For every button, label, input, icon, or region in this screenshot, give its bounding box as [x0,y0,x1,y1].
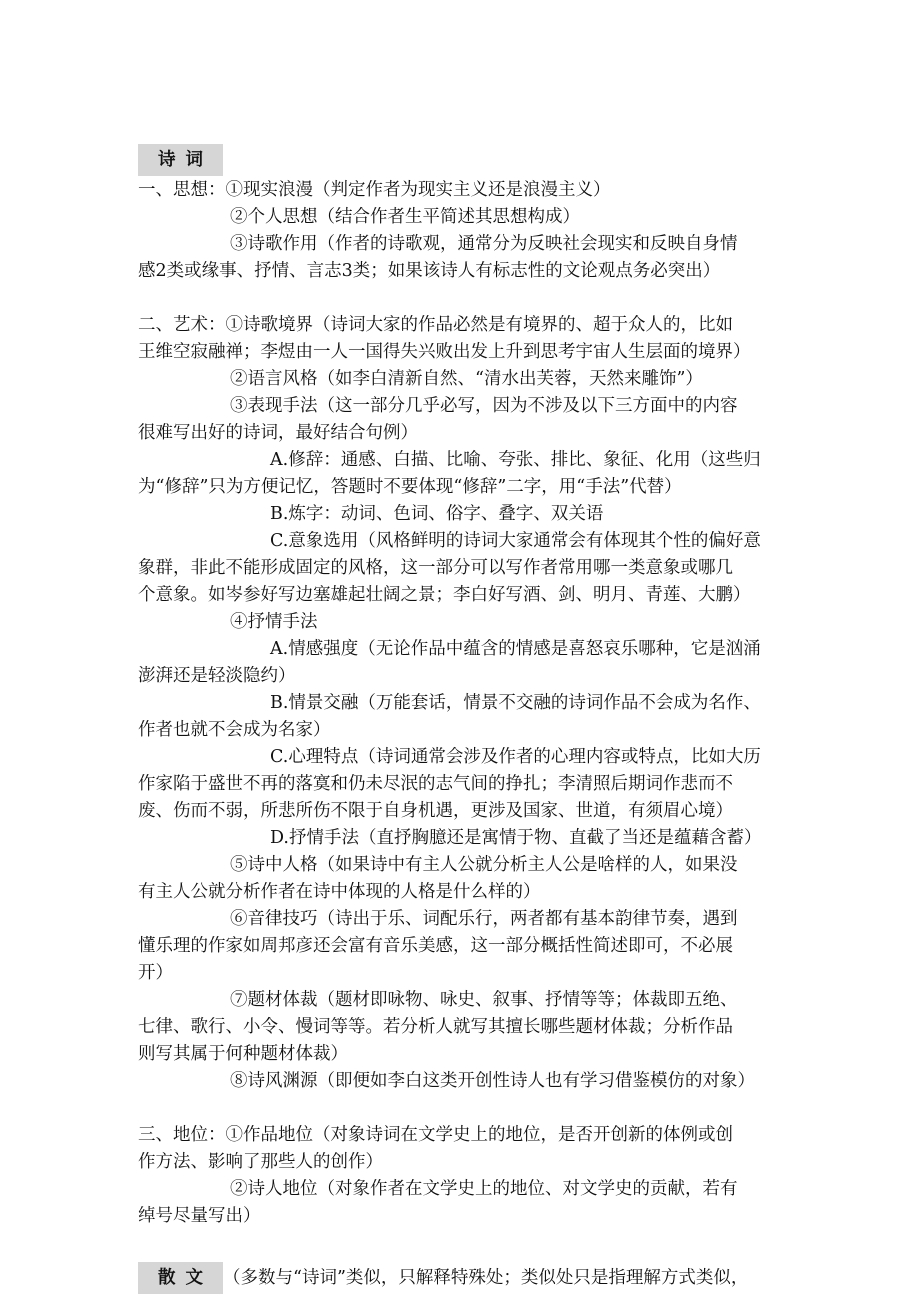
text-line: 有主人公就分析作者在诗中体现的人格是什么样的） [138,882,541,902]
text-line: B.情景交融（万能套话，情景不交融的诗词作品不会成为名作、 [270,693,761,713]
text-line: ⑧诗风渊源（即便如李白这类开创性诗人也有学习借鉴模仿的对象） [230,1071,755,1091]
prose-intro-text: （多数与“诗词”类似，只解释特殊处；类似处只是指理解方式类似， [223,1268,749,1288]
paragraph-gap [138,1230,788,1261]
prose-section-badge: 散文 [138,1262,223,1294]
text-line: ②个人思想（结合作者生平简述其思想构成） [230,207,580,227]
text-line: 作者也就不会成为名家） [138,720,331,740]
text-line: 为“修辞”只为方便记忆，答题时不要体现“修辞”二字，用“手法”代替） [138,477,682,497]
text-line: ⑥音律技巧（诗出于乐、词配乐行，两者都有基本韵律节奏，遇到 [230,909,738,929]
prose-heading-row [138,1261,788,1295]
text-line: 作家陷于盛世不再的落寞和仍未尽泯的志气间的挣扎；李清照后期词作悲而不 [138,774,733,794]
section-art [138,312,788,1095]
text-line: 三、地位：①作品地位（对象诗词在文学史上的地位，是否开创新的体例或创 [138,1125,733,1145]
poetry-heading-row [138,143,788,177]
text-line: 作方法、影响了那些人的创作） [138,1152,383,1172]
text-line: D.抒情手法（直抒胸臆还是寓情于物、直截了当还是蕴藉含蓄） [270,828,762,848]
section-status [138,1122,788,1230]
text-line: B.炼字：动词、色词、俗字、叠字、双关语 [270,504,604,524]
text-line: 澎湃还是轻淡隐约） [138,666,296,686]
poetry-section-badge: 诗词 [138,144,223,176]
text-line: ②语言风格（如李白清新自然、“清水出芙蓉，天然来雕饰”） [230,369,703,389]
text-line: 懂乐理的作家如周邦彦还会富有音乐美感，这一部分概括性简述即可，不必展 [138,936,733,956]
text-line: 二、艺术：①诗歌境界（诗词大家的作品必然是有境界的、超于众人的，比如 [138,315,733,335]
text-line: ④抒情手法 [230,612,318,632]
text-line: 王维空寂融禅；李煜由一人一国得失兴败出发上升到思考宇宙人生层面的境界） [138,342,751,362]
text-line: ③诗歌作用（作者的诗歌观，通常分为反映社会现实和反映自身情 [230,234,738,254]
text-line: 绰号尽量写出） [138,1206,261,1226]
text-line: 七律、歌行、小令、慢词等等。若分析人就写其擅长哪些题材体裁；分析作品 [138,1017,733,1037]
text-line: 开） [138,963,173,983]
text-line: 感2类或缘事、抒情、言志3类；如果该诗人有标志性的文论观点务必突出） [138,261,721,281]
text-line: 很难写出好的诗词，最好结合句例） [138,423,418,443]
text-line: ②诗人地位（对象作者在文学史上的地位、对文学史的贡献，若有 [230,1179,738,1199]
text-line: 个意象。如岑参好写边塞雄起壮阔之景；李白好写酒、剑、明月、青莲、大鹏） [138,585,751,605]
text-line: 则写其属于何种题材体裁） [138,1044,348,1064]
text-line: 一、思想：①现实浪漫（判定作者为现实主义还是浪漫主义） [138,180,611,200]
text-line: ③表现手法（这一部分几乎必写，因为不涉及以下三方面中的内容 [230,396,738,416]
text-line: ⑤诗中人格（如果诗中有主人公就分析主人公是啥样的人，如果没 [230,855,738,875]
paragraph-gap [138,285,788,312]
section-thought [138,177,788,285]
text-line: C.心理特点（诗词通常会涉及作者的心理内容或特点，比如大历 [270,747,761,767]
paragraph-gap [138,1095,788,1122]
text-line: ⑦题材体裁（题材即咏物、咏史、叙事、抒情等等；体裁即五绝、 [230,990,738,1010]
text-line: 废、伤而不弱，所悲所伤不限于自身机遇，更涉及国家、世道，有须眉心境） [138,801,733,821]
text-line: 象群，非此不能形成固定的风格，这一部分可以写作者常用哪一类意象或哪几 [138,558,733,578]
text-line: A.修辞：通感、白描、比喻、夸张、排比、象征、化用（这些归 [270,450,761,470]
text-line: C.意象选用（风格鲜明的诗词大家通常会有体现其个性的偏好意 [270,531,761,551]
text-line: A.情感强度（无论作品中蕴含的情感是喜怒哀乐哪种，它是汹涌 [270,639,761,659]
document-body [138,143,788,1295]
